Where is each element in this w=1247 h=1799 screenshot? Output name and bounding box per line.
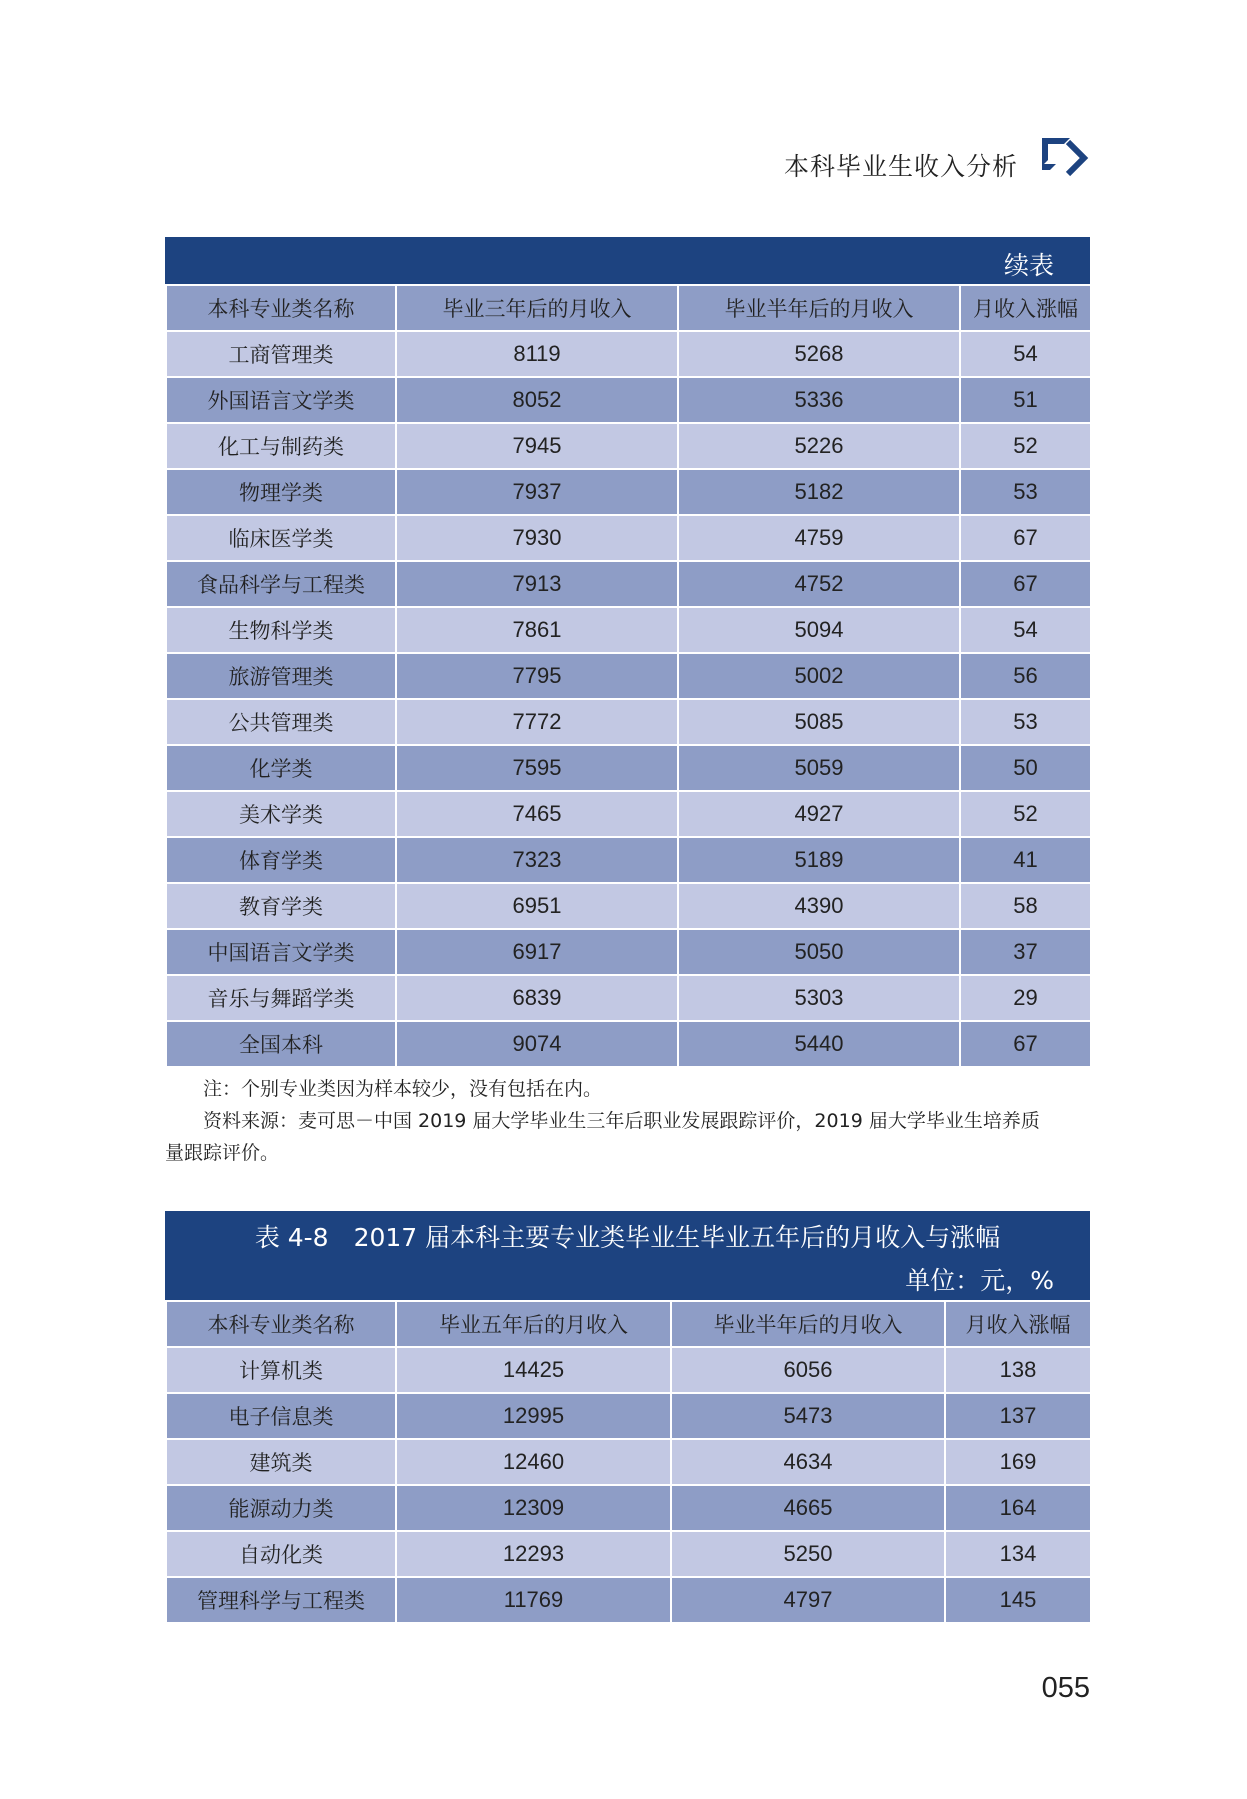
value-cell: 7772 (396, 699, 678, 745)
major-name-cell: 食品科学与工程类 (166, 561, 396, 607)
value-cell: 56 (960, 653, 1091, 699)
table-row (166, 791, 1091, 837)
value-cell: 7595 (396, 745, 678, 791)
table-title: 表 4-8 2017 届本科主要专业类毕业生毕业五年后的月收入与涨幅 (254, 1223, 1001, 1252)
table-caption (165, 1211, 1090, 1300)
value-cell: 52 (960, 423, 1091, 469)
value-cell: 67 (960, 1021, 1091, 1067)
income-table-3yr (165, 237, 1090, 1068)
continued-label: 续表 (1003, 251, 1054, 280)
major-name-cell: 计算机类 (166, 1347, 396, 1393)
column-header: 本科专业类名称 (166, 285, 396, 331)
major-name-cell: 公共管理类 (166, 699, 396, 745)
value-cell: 67 (960, 561, 1091, 607)
major-name-cell: 体育学类 (166, 837, 396, 883)
value-cell: 12293 (396, 1531, 671, 1577)
table-row (166, 929, 1091, 975)
table-body (165, 284, 1092, 1068)
major-name-cell: 教育学类 (166, 883, 396, 929)
value-cell: 11769 (396, 1577, 671, 1623)
value-cell: 4390 (678, 883, 960, 929)
value-cell: 51 (960, 377, 1091, 423)
note-text: 注：个别专业类因为样本较少，没有包括在内。 (203, 1078, 603, 1100)
value-cell: 9074 (396, 1021, 678, 1067)
value-cell: 5085 (678, 699, 960, 745)
major-name-cell: 自动化类 (166, 1531, 396, 1577)
major-name-cell: 物理学类 (166, 469, 396, 515)
value-cell: 67 (960, 515, 1091, 561)
value-cell: 37 (960, 929, 1091, 975)
value-cell: 5250 (671, 1531, 945, 1577)
value-cell: 4665 (671, 1485, 945, 1531)
major-name-cell: 化工与制药类 (166, 423, 396, 469)
table-row (166, 699, 1091, 745)
table-row (166, 423, 1091, 469)
value-cell: 53 (960, 699, 1091, 745)
value-cell: 5440 (678, 1021, 960, 1067)
column-header: 本科专业类名称 (166, 1301, 396, 1347)
column-header: 毕业五年后的月收入 (396, 1301, 671, 1347)
major-name-cell: 工商管理类 (166, 331, 396, 377)
value-cell: 5059 (678, 745, 960, 791)
value-cell: 12460 (396, 1439, 671, 1485)
value-cell: 52 (960, 791, 1091, 837)
table-row (166, 1531, 1091, 1577)
value-cell: 4634 (671, 1439, 945, 1485)
value-cell: 5050 (678, 929, 960, 975)
value-cell: 4752 (678, 561, 960, 607)
table-row (166, 1347, 1091, 1393)
value-cell: 7795 (396, 653, 678, 699)
value-cell: 5002 (678, 653, 960, 699)
value-cell: 14425 (396, 1347, 671, 1393)
table-row (166, 469, 1091, 515)
table-row (166, 377, 1091, 423)
value-cell: 4927 (678, 791, 960, 837)
major-name-cell: 全国本科 (166, 1021, 396, 1067)
table-row (166, 1577, 1091, 1623)
table-row (166, 837, 1091, 883)
value-cell: 5473 (671, 1393, 945, 1439)
value-cell: 6056 (671, 1347, 945, 1393)
major-name-cell: 外国语言文学类 (166, 377, 396, 423)
table-row (166, 1439, 1091, 1485)
column-header: 月收入涨幅 (945, 1301, 1091, 1347)
major-name-cell: 旅游管理类 (166, 653, 396, 699)
value-cell: 7930 (396, 515, 678, 561)
major-name-cell: 美术学类 (166, 791, 396, 837)
value-cell: 7937 (396, 469, 678, 515)
value-cell: 29 (960, 975, 1091, 1021)
table-row (166, 745, 1091, 791)
table-row (166, 653, 1091, 699)
major-name-cell: 中国语言文学类 (166, 929, 396, 975)
major-name-cell: 生物科学类 (166, 607, 396, 653)
major-name-cell: 临床医学类 (166, 515, 396, 561)
value-cell: 5268 (678, 331, 960, 377)
table-row (166, 883, 1091, 929)
value-cell: 7945 (396, 423, 678, 469)
value-cell: 7323 (396, 837, 678, 883)
value-cell: 12995 (396, 1393, 671, 1439)
value-cell: 41 (960, 837, 1091, 883)
table-row (166, 1485, 1091, 1531)
table-row (166, 561, 1091, 607)
column-header: 毕业半年后的月收入 (671, 1301, 945, 1347)
table-row (166, 1393, 1091, 1439)
major-name-cell: 化学类 (166, 745, 396, 791)
table-unit: 单位：元，% (905, 1266, 1054, 1295)
column-header: 月收入涨幅 (960, 285, 1091, 331)
value-cell: 7861 (396, 607, 678, 653)
value-cell: 50 (960, 745, 1091, 791)
value-cell: 5182 (678, 469, 960, 515)
value-cell: 5303 (678, 975, 960, 1021)
table-row (166, 515, 1091, 561)
table-notes (165, 1073, 1090, 1169)
page-number: 055 (1041, 1672, 1090, 1704)
value-cell: 4759 (678, 515, 960, 561)
value-cell: 138 (945, 1347, 1091, 1393)
value-cell: 5336 (678, 377, 960, 423)
income-table-5yr (165, 1211, 1090, 1624)
table-header-row (166, 285, 1091, 331)
value-cell: 53 (960, 469, 1091, 515)
major-name-cell: 能源动力类 (166, 1485, 396, 1531)
major-name-cell: 电子信息类 (166, 1393, 396, 1439)
source-text: 资料来源：麦可思－中国 2019 届大学毕业生三年后职业发展跟踪评价，2019 届大学毕业生培养质 (203, 1110, 1040, 1132)
value-cell: 12309 (396, 1485, 671, 1531)
column-header: 毕业半年后的月收入 (678, 285, 960, 331)
value-cell: 5226 (678, 423, 960, 469)
value-cell: 169 (945, 1439, 1091, 1485)
major-name-cell: 建筑类 (166, 1439, 396, 1485)
value-cell: 4797 (671, 1577, 945, 1623)
value-cell: 5094 (678, 607, 960, 653)
value-cell: 164 (945, 1485, 1091, 1531)
column-header: 毕业三年后的月收入 (396, 285, 678, 331)
value-cell: 8119 (396, 331, 678, 377)
value-cell: 6951 (396, 883, 678, 929)
value-cell: 54 (960, 331, 1091, 377)
value-cell: 58 (960, 883, 1091, 929)
source-text-continued: 量跟踪评价。 (165, 1142, 280, 1164)
value-cell: 134 (945, 1531, 1091, 1577)
chapter-logo-icon (1040, 136, 1094, 180)
major-name-cell: 音乐与舞蹈学类 (166, 975, 396, 1021)
table-header-row (166, 1301, 1091, 1347)
table-row (166, 607, 1091, 653)
value-cell: 6917 (396, 929, 678, 975)
value-cell: 6839 (396, 975, 678, 1021)
chapter-title: 本科毕业生收入分析 (783, 152, 1018, 181)
value-cell: 5189 (678, 837, 960, 883)
table-row (166, 1021, 1091, 1067)
value-cell: 8052 (396, 377, 678, 423)
table-body (165, 1300, 1092, 1624)
value-cell: 137 (945, 1393, 1091, 1439)
table-row (166, 331, 1091, 377)
value-cell: 7465 (396, 791, 678, 837)
major-name-cell: 管理科学与工程类 (166, 1577, 396, 1623)
value-cell: 145 (945, 1577, 1091, 1623)
table-row (166, 975, 1091, 1021)
table-banner (165, 237, 1090, 284)
value-cell: 7913 (396, 561, 678, 607)
value-cell: 54 (960, 607, 1091, 653)
